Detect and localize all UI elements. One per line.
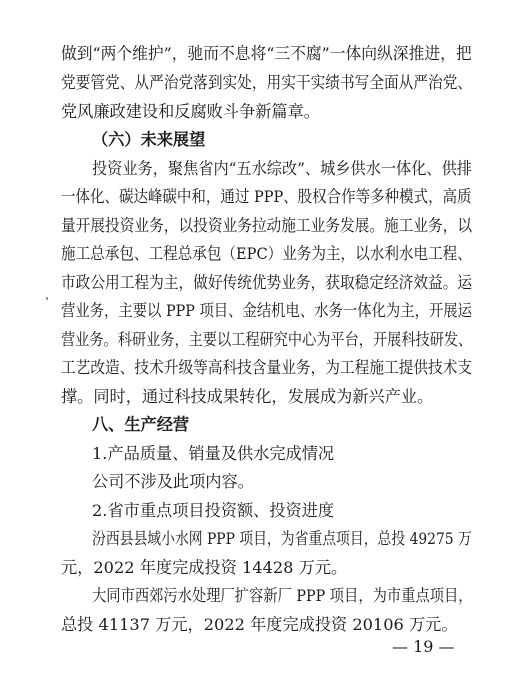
text-line: 施工总承包、工程总承包（EPC）业务为主，以水利水电工程、 [61,244,472,263]
text-line: 市政公用工程为主，做好传统优势业务，获取稳定经济效益。运 [61,273,473,292]
text-line: 公司不涉及此项内容。 [92,472,254,491]
text-line: 党风廉政建设和反腐败斗争新篇章。 [61,102,320,121]
text-line: 总投 41137 万元，2022 年度完成投资 20106 万元。 [61,615,458,634]
text-line: 党要管党、从严治党落到实处，用实干实绩书写全面从严治党、 [61,73,473,92]
text-line: 元，2022 年度完成投资 14428 万元。 [61,558,348,577]
text-line: 汾西县县域小水网 PPP 项目，为省重点项目，总投 49275 万 [92,529,472,548]
text-line: 一体化、碳达峰碳中和，通过 PPP、股权合作等多种模式，高质 [61,187,472,206]
text-line: 做到“两个维护”，驰而不息将“三不腐”一体向纵深推进，把 [61,44,472,63]
page-number: — 19 — [392,637,455,656]
section-heading: 八、生产经营 [92,415,190,434]
text-line: 大同市西郊污水处理厂扩容新厂 PPP 项目，为市重点项目， [92,586,473,605]
text-line: 1.产品质量、销量及供水完成情况 [92,444,335,463]
text-line: 工艺改造、技术升级等高科技含量业务，为工程施工提供技术支 [61,358,473,377]
text-line: 投资业务，聚焦省内“五水综改”、城乡供水一体化、供排 [92,159,472,178]
scan-speck [46,297,48,300]
text-line: 2.省市重点项目投资额、投资进度 [92,501,335,520]
text-line: 量开展投资业务，以投资业务拉动施工业务发展。施工业务，以 [61,216,473,235]
text-line: 撑。同时，通过科技成果转化，发展成为新兴产业。 [61,387,434,406]
text-line: 营业务，主要以 PPP 项目、金结机电、水务一体化为主，开展运 [61,301,472,320]
section-heading: （六）未来展望 [92,130,206,149]
text-line: 营业务。科研业务，主要以工程研究中心为平台，开展科技研发、 [61,330,473,349]
